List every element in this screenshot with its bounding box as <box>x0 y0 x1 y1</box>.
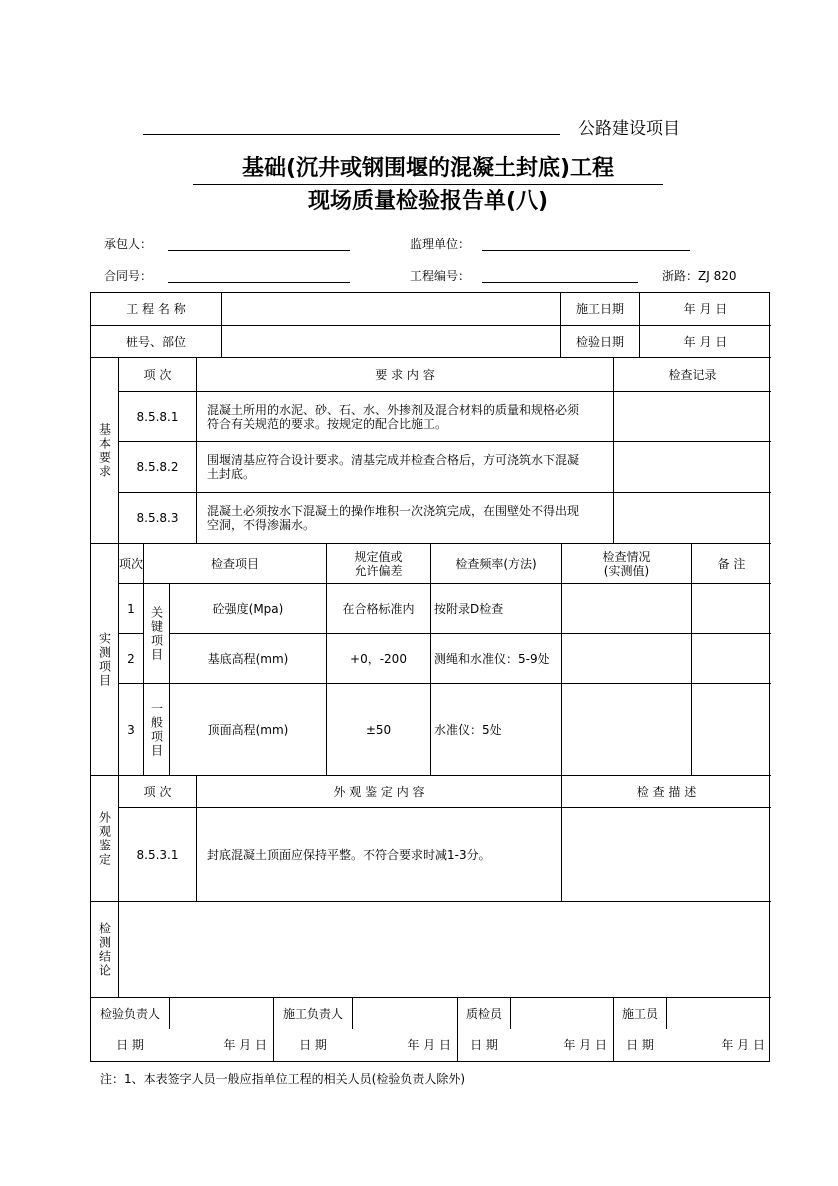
form-code: 浙路：ZJ 820 <box>662 269 737 283</box>
basic-section-label: 基本要求 <box>91 357 118 543</box>
basic-col-content: 要 求 内 容 <box>196 357 613 391</box>
measured-row-freq: 测绳和水准仪：5-9处 <box>430 633 561 683</box>
measured-row-remark[interactable] <box>691 683 771 775</box>
measured-row-no: 1 <box>118 583 143 633</box>
measured-row-spec: ±50 <box>326 683 430 775</box>
project-no-field[interactable] <box>482 281 638 283</box>
construction-lead-sign[interactable] <box>352 997 457 1029</box>
measured-col-spec: 规定值或 允许偏差 <box>326 543 430 583</box>
basic-row-record[interactable] <box>613 492 771 543</box>
date-label: 日 期 <box>457 1029 510 1061</box>
measured-row-result[interactable] <box>561 633 691 683</box>
worker-date[interactable]: 年 月 日 <box>721 1038 765 1052</box>
date-label: 日 期 <box>613 1029 666 1061</box>
conclusion-cell[interactable] <box>118 901 771 997</box>
contract-no-label: 合同号： <box>104 269 153 283</box>
appearance-section-label: 外观鉴定 <box>91 775 118 901</box>
page-title: 基础(沉井或钢围堰的混凝土封底)工程 <box>193 154 663 185</box>
measured-col-freq: 检查频率(方法) <box>430 543 561 583</box>
appearance-row-desc[interactable] <box>561 807 771 901</box>
construction-date-label: 施工日期 <box>560 293 639 325</box>
project-name-cell[interactable] <box>221 293 560 325</box>
basic-row-record[interactable] <box>613 441 771 492</box>
supervisor-field[interactable] <box>482 249 690 251</box>
worker-sign[interactable] <box>666 997 771 1029</box>
group-key-label: 关键项目 <box>143 583 169 683</box>
pile-cell[interactable] <box>221 325 560 357</box>
project-suffix: 公路建设项目 <box>578 119 680 139</box>
footer-note: 注：1、本表签字人员一般应指单位工程的相关人员(检验负责人除外) <box>100 1072 466 1086</box>
measured-row-item: 顶面高程(mm) <box>169 683 326 775</box>
inspection-date-value[interactable]: 年 月 日 <box>639 325 771 357</box>
measured-col-result: 检查情况 (实测值) <box>561 543 691 583</box>
date-label: 日 期 <box>273 1029 352 1061</box>
measured-col-remark: 备 注 <box>691 543 771 583</box>
basic-col-item: 项 次 <box>118 357 196 391</box>
construction-date-value[interactable]: 年 月 日 <box>639 293 771 325</box>
appearance-row-code: 8.5.3.1 <box>118 807 196 901</box>
report-table <box>90 292 770 1062</box>
measured-row-spec: +0，-200 <box>326 633 430 683</box>
measured-row-freq: 水准仪：5处 <box>430 683 561 775</box>
appearance-col-desc: 检 查 描 述 <box>561 775 771 807</box>
measured-row-no: 3 <box>118 683 143 775</box>
measured-row-item: 砼强度(Mpa) <box>169 583 326 633</box>
basic-row-code: 8.5.8.3 <box>118 492 196 543</box>
project-no-label: 工程编号： <box>410 269 471 283</box>
contractor-field[interactable] <box>168 249 350 251</box>
inspector-sign[interactable] <box>169 997 273 1029</box>
appearance-col-item: 项 次 <box>118 775 196 807</box>
pile-label: 桩号、部位 <box>91 325 221 357</box>
basic-row-text: 围堰清基应符合设计要求。清基完成并检查合格后，方可浇筑水下混凝土封底。 <box>196 441 613 492</box>
qc-label: 质检员 <box>457 997 510 1029</box>
basic-row-code: 8.5.8.1 <box>118 391 196 441</box>
contract-no-field[interactable] <box>168 281 350 283</box>
measured-row-no: 2 <box>118 633 143 683</box>
measured-row-item: 基底高程(mm) <box>169 633 326 683</box>
measured-row-result[interactable] <box>561 583 691 633</box>
basic-row-text: 混凝土所用的水泥、砂、石、水、外掺剂及混合材料的质量和规格必须符合有关规范的要求。按规定的配合比施工。 <box>196 391 613 441</box>
construction-lead-date[interactable]: 年 月 日 <box>407 1038 451 1052</box>
project-name-line <box>143 134 560 135</box>
basic-row-text: 混凝土必须按水下混凝土的操作堆积一次浇筑完成，在围壁处不得出现空洞，不得渗漏水。 <box>196 492 613 543</box>
group-general-label: 一般项目 <box>143 683 169 775</box>
basic-col-record: 检查记录 <box>613 357 771 391</box>
measured-section-label: 实测项目 <box>91 543 118 775</box>
worker-label: 施工员 <box>613 997 666 1029</box>
supervisor-label: 监理单位： <box>410 237 471 251</box>
conclusion-section-label: 检测结论 <box>91 901 118 997</box>
measured-row-remark[interactable] <box>691 633 771 683</box>
measured-col-item: 检查项目 <box>143 543 326 583</box>
project-name-label: 工 程 名 称 <box>126 302 186 316</box>
contractor-label: 承包人： <box>104 237 153 251</box>
date-label: 日 期 <box>116 1038 144 1052</box>
measured-row-freq: 按附录D检查 <box>430 583 561 633</box>
basic-row-record[interactable] <box>613 391 771 441</box>
measured-row-remark[interactable] <box>691 583 771 633</box>
measured-row-result[interactable] <box>561 683 691 775</box>
construction-lead-label: 施工负责人 <box>273 997 352 1029</box>
inspector-label: 检验负责人 <box>91 997 169 1029</box>
appearance-row-text: 封底混凝土顶面应保持平整。不符合要求时减1-3分。 <box>196 807 561 901</box>
page-subtitle: 现场质量检验报告单(八) <box>307 189 549 214</box>
inspector-date[interactable]: 年 月 日 <box>223 1038 267 1052</box>
appearance-col-content: 外 观 鉴 定 内 容 <box>196 775 561 807</box>
basic-row-code: 8.5.8.2 <box>118 441 196 492</box>
qc-date[interactable]: 年 月 日 <box>563 1038 607 1052</box>
measured-row-spec: 在合格标准内 <box>326 583 430 633</box>
measured-col-no: 项次 <box>118 543 143 583</box>
qc-sign[interactable] <box>510 997 613 1029</box>
inspection-date-label: 检验日期 <box>560 325 639 357</box>
